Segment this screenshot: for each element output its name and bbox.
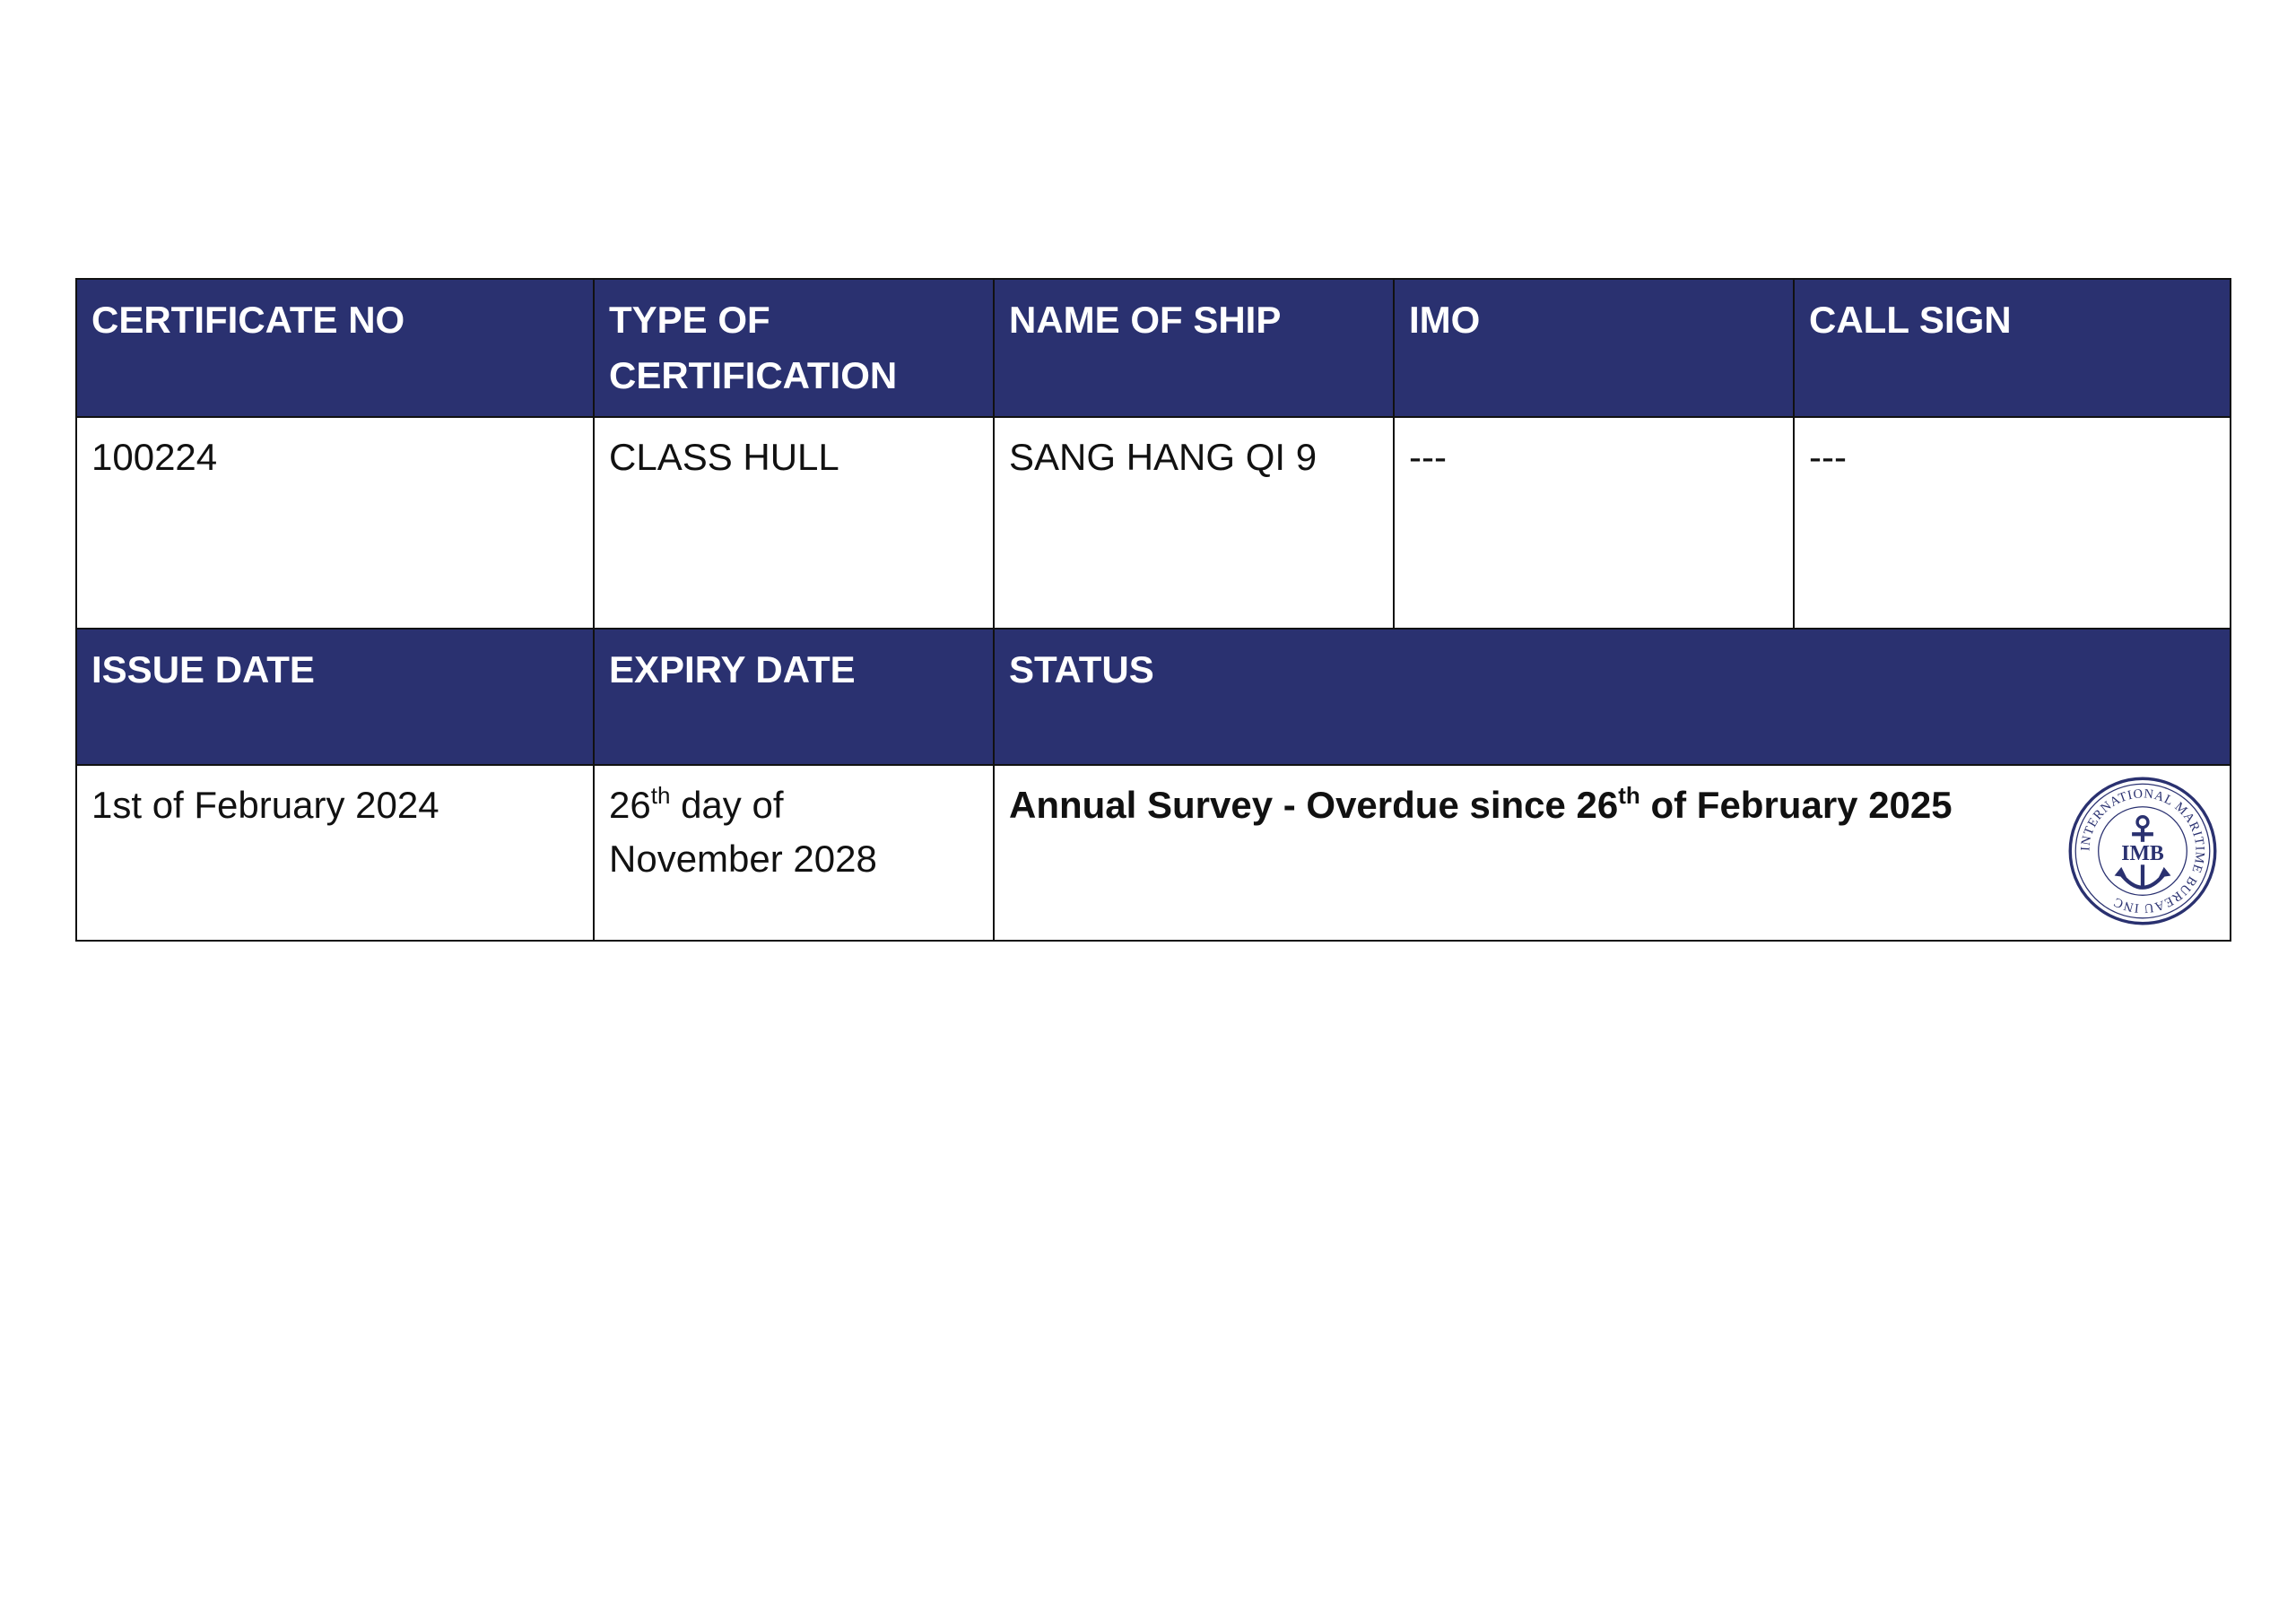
- values-row-2: [76, 765, 2231, 941]
- values-row-1: [76, 417, 2231, 629]
- header-type-of-certification: [594, 279, 994, 417]
- header-call-sign: CALL SIGN: [1794, 279, 2231, 417]
- certificate-table: [75, 278, 2231, 942]
- header-type-line2: CERTIFICATION: [609, 354, 898, 396]
- value-issue-date: 1st of February 2024: [76, 765, 594, 941]
- header-imo: IMO: [1394, 279, 1794, 417]
- value-name-of-ship: SANG HANG QI 9: [994, 417, 1394, 629]
- imb-seal-logo: [2066, 775, 2219, 927]
- value-certificate-no: 100224: [76, 417, 594, 629]
- value-status: [994, 765, 2231, 941]
- value-imo: ---: [1394, 417, 1794, 629]
- seal-ring-text: INTERNATIONAL MARITIME BUREAU INC: [2078, 786, 2207, 916]
- header-issue-date: ISSUE DATE: [76, 629, 594, 765]
- header-type-line1: TYPE OF: [609, 299, 770, 341]
- status-text: Annual Survey - Overdue since 26th of February 2025: [1009, 782, 1952, 826]
- seal-center-text: IMB: [2121, 842, 2164, 866]
- header-name-of-ship: NAME OF SHIP: [994, 279, 1394, 417]
- header-row-1: [76, 279, 2231, 417]
- value-call-sign: ---: [1794, 417, 2231, 629]
- value-expiry-date: 26th day of November 2028: [594, 765, 994, 941]
- value-type-of-certification: CLASS HULL: [594, 417, 994, 629]
- header-expiry-date: EXPIRY DATE: [594, 629, 994, 765]
- header-row-2: [76, 629, 2231, 765]
- header-certificate-no: CERTIFICATE NO: [76, 279, 594, 417]
- header-status: STATUS: [994, 629, 2231, 765]
